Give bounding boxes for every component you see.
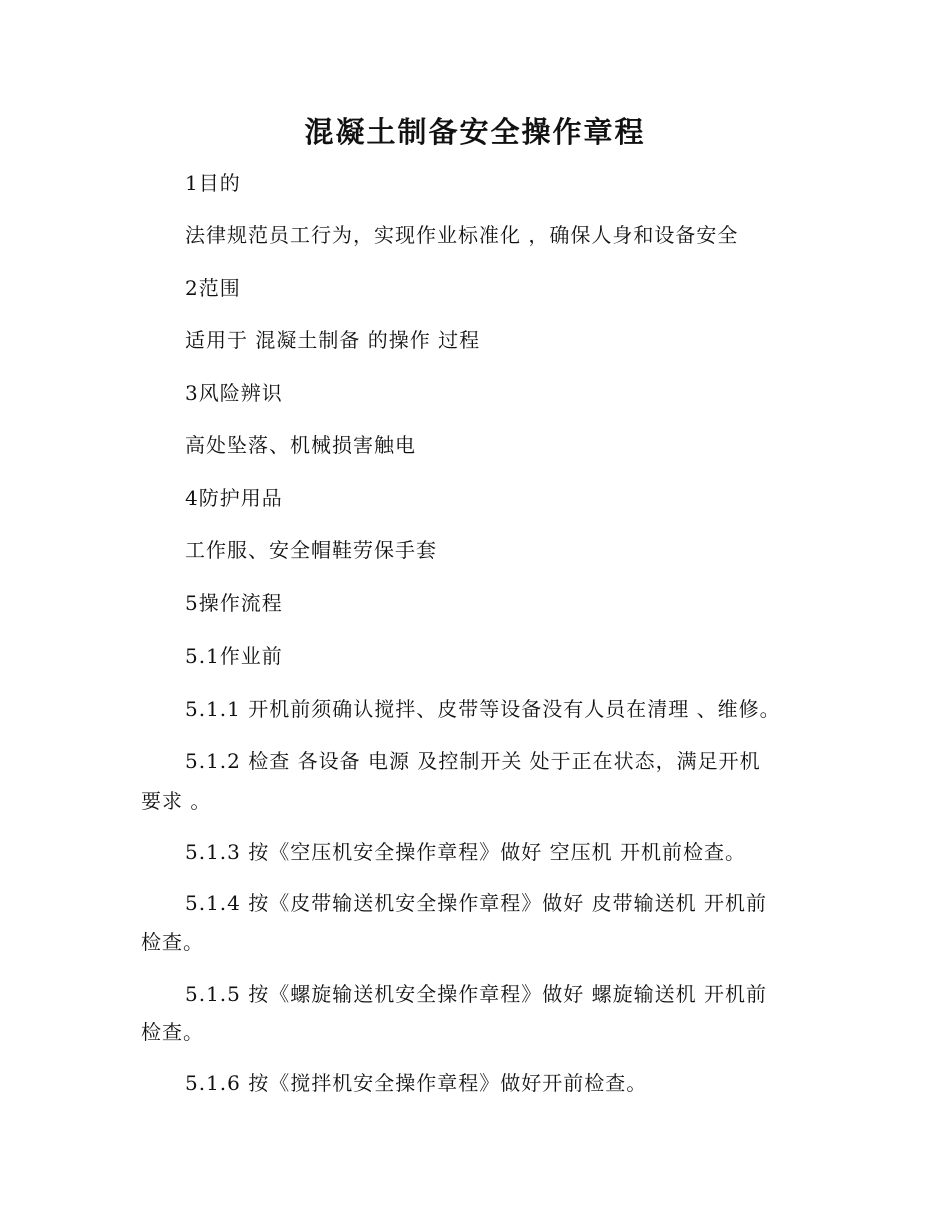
paragraph-purpose: 法律规范员工行为，实现作业标准化 ，确保人身和设备安全 — [185, 223, 739, 247]
subsection-heading-before-work: 5.1作业前 — [185, 644, 283, 668]
section-heading-risk: 3风险辨识 — [185, 381, 283, 405]
paragraph-5-1-4-continued: 检查。 — [141, 930, 204, 954]
section-heading-protection: 4防护用品 — [185, 486, 283, 510]
paragraph-5-1-5: 5.1.5 按《螺旋输送机安全操作章程》做好 螺旋输送机 开机前 — [185, 982, 767, 1006]
paragraph-5-1-2: 5.1.2 检查 各设备 电源 及控制开关 处于正在状态，满足开机 — [185, 749, 761, 773]
paragraph-5-1-5-continued: 检查。 — [141, 1020, 204, 1044]
document-title: 混凝土制备安全操作章程 — [304, 115, 646, 149]
paragraph-protection: 工作服、安全帽鞋劳保手套 — [185, 538, 437, 562]
paragraph-risk: 高处坠落、机械损害触电 — [185, 433, 416, 457]
paragraph-5-1-1: 5.1.1 开机前须确认搅拌、皮带等设备没有人员在清理 、维修。 — [185, 697, 781, 721]
paragraph-5-1-6: 5.1.6 按《搅拌机安全操作章程》做好开前检查。 — [185, 1071, 648, 1095]
paragraph-5-1-4: 5.1.4 按《皮带输送机安全操作章程》做好 皮带输送机 开机前 — [185, 891, 767, 915]
section-heading-procedure: 5操作流程 — [185, 591, 283, 615]
paragraph-scope: 适用于 混凝土制备 的操作 过程 — [185, 328, 481, 352]
paragraph-5-1-3: 5.1.3 按《空压机安全操作章程》做好 空压机 开机前检查。 — [185, 840, 746, 864]
paragraph-5-1-2-continued: 要求 。 — [141, 789, 212, 813]
section-heading-scope: 2范围 — [185, 276, 241, 300]
section-heading-purpose: 1目的 — [185, 171, 241, 195]
